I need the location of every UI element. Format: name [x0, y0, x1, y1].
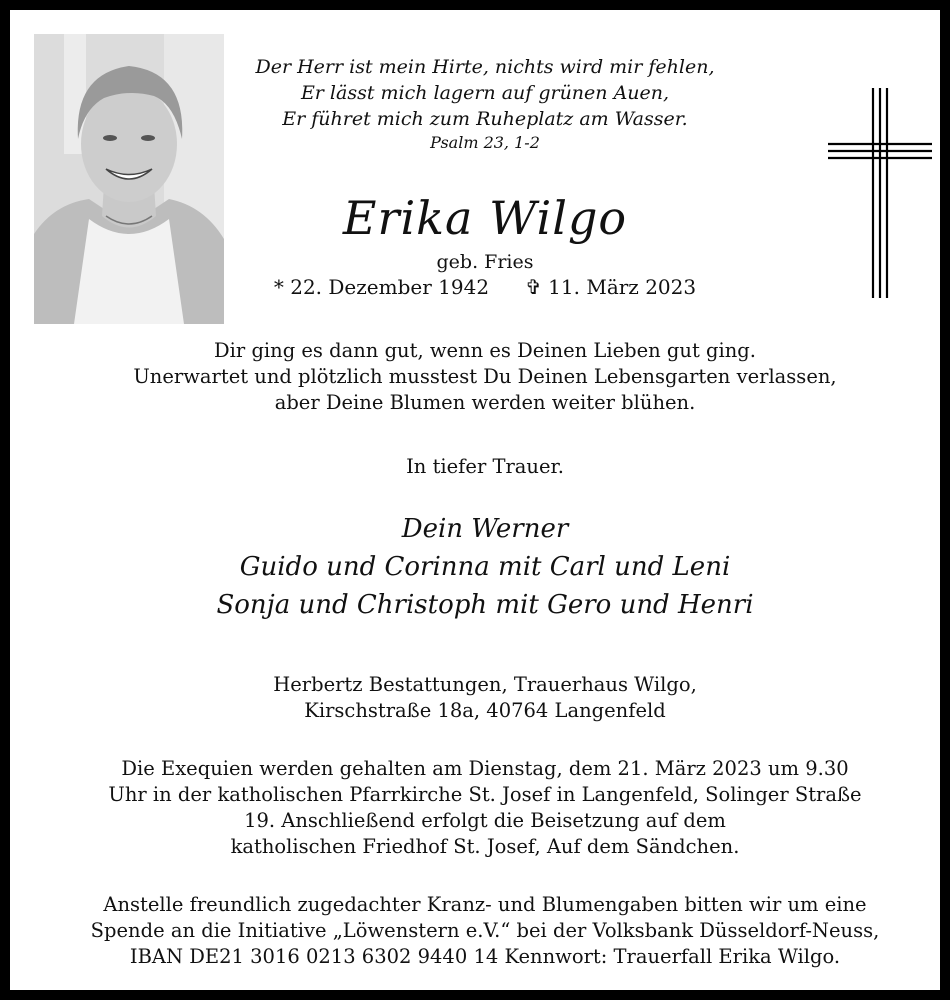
quote-line: Unerwartet und plötzlich musstest Du Deinen Lebensgarten verlassen, — [133, 365, 837, 388]
donation-line: Anstelle freundlich zugedachter Kranz- und Blumengaben bitten wir um eine — [103, 893, 867, 916]
quote-line: aber Deine Blumen werden weiter blühen. — [274, 391, 696, 414]
service-line: Uhr in der katholischen Pfarrkirche St. Josef in Langenfeld, Solinger Straße — [108, 783, 862, 806]
family-line: Dein Werner — [401, 514, 569, 544]
address-line: Herbertz Bestattungen, Trauerhaus Wilgo, — [273, 673, 697, 696]
service-line: 19. Anschließend erfolgt die Beisetzung auf dem — [244, 809, 726, 832]
psalm-quote — [190, 54, 780, 154]
mourning-text: In tiefer Trauer. — [406, 455, 564, 478]
funeral-home-address — [30, 672, 940, 724]
psalm-line: Der Herr ist mein Hirte, nichts wird mir fehlen, — [255, 56, 715, 78]
donation-request — [30, 892, 940, 970]
cross-icon — [828, 88, 932, 298]
family-names — [30, 510, 940, 624]
donation-line: IBAN DE21 3016 0213 6302 9440 14 Kennwort: Trauerfall Erika Wilgo. — [129, 945, 841, 968]
birth-name: geb. Fries — [436, 251, 534, 273]
psalm-line: Er lässt mich lagern auf grünen Auen, — [300, 82, 670, 104]
address-line: Kirschstraße 18a, 40764 Langenfeld — [304, 699, 666, 722]
life-dates — [240, 274, 730, 300]
donation-line: Spende an die Initiative „Löwenstern e.V.“ bei der Volksbank Düsseldorf-Neuss, — [90, 919, 880, 942]
service-line: katholischen Friedhof St. Josef, Auf dem Sändchen. — [230, 835, 740, 858]
psalm-line: Er führet mich zum Ruheplatz am Wasser. — [282, 108, 688, 130]
service-line: Die Exequien werden gehalten am Dienstag, dem 21. März 2023 um 9.30 — [121, 757, 849, 780]
birth-date: * 22. Dezember 1942 — [273, 275, 490, 299]
family-line: Sonja und Christoph mit Gero und Henri — [216, 590, 754, 620]
memorial-quote — [30, 338, 940, 416]
quote-line: Dir ging es dann gut, wenn es Deinen Lieben gut ging. — [214, 339, 756, 362]
psalm-reference: Psalm 23, 1-2 — [430, 133, 540, 152]
death-date: ✞ 11. März 2023 — [525, 275, 697, 299]
family-line: Guido und Corinna mit Carl und Leni — [239, 552, 731, 582]
service-details — [30, 756, 940, 860]
deceased-name: Erika Wilgo — [342, 191, 628, 245]
